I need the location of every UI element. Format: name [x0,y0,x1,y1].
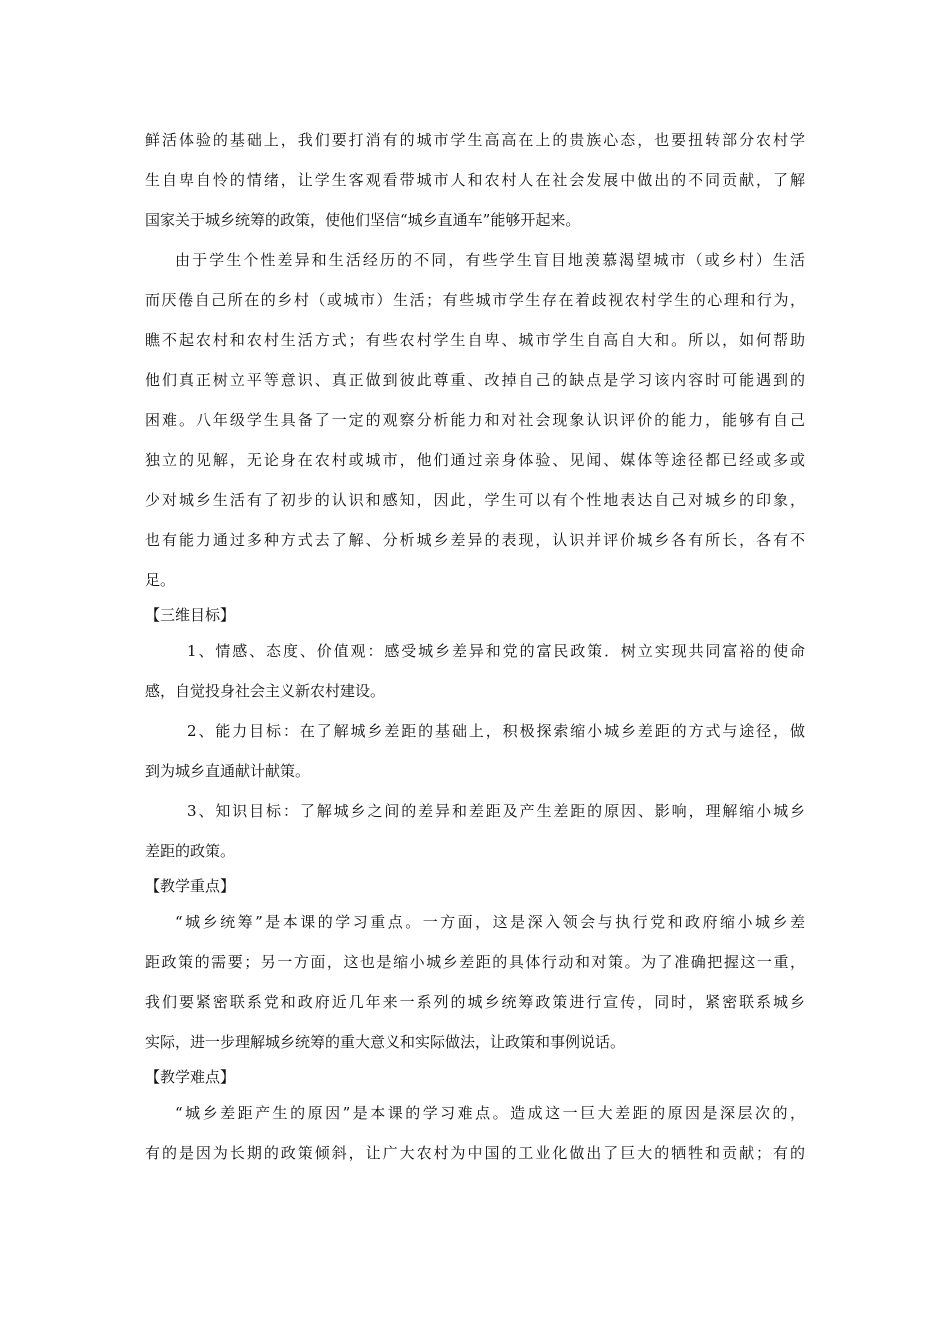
text-line: 困难。八年级学生具备了一定的观察分析能力和对社会现象认识评价的能力，能够有自己 [145,411,805,429]
text-line: 有的是因为长期的政策倾斜，让广大农村为中国的工业化做出了巨大的牺牲和贡献；有的 [145,1144,805,1162]
text-line: 国家关于城乡统筹的政策，使他们坚信“城乡直通车”能够开起来。 [145,211,581,229]
text-line: 瞧不起农村和农村生活方式；有些农村学生自卑、城市学生自高自大和。所以，如何帮助 [145,331,805,349]
text-line: 感，自觉投身社会主义新农村建设。 [145,682,386,700]
goal-item-knowledge: 3、知识目标：了解城乡之间的差异和差距及产生差距的原因、影响，理解缩小城乡 [187,802,805,820]
text-line: 差距的政策。 [145,842,236,860]
goals-section [145,600,805,871]
text-line: 到为城乡直通献计献策。 [145,762,311,780]
section-heading-key-points: 【教学重点】 [145,877,236,895]
text-line: “城乡差距产生的原因”是本课的学习难点。造成这一巨大差距的原因是深层次的， [175,1104,805,1122]
text-line: 少对城乡生活有了初步的认识和感知，因此，学生可以有个性地表达自己对城乡的印象， [145,491,805,509]
key-points-section [145,871,805,1062]
text-line: 足。 [145,571,176,589]
intro-paragraph [145,120,805,240]
text-line: 由于学生个性差异和生活经历的不同，有些学生盲目地羡慕渴望城市（或乡村）生活 [175,251,805,269]
difficulties-section [145,1062,805,1173]
section-heading-goals: 【三维目标】 [145,606,236,624]
text-line: 实际，进一步理解城乡统筹的重大意义和实际做法，让政策和事例说话。 [145,1033,626,1051]
document-body [145,120,805,1173]
text-line: “城乡统筹”是本课的学习重点。一方面，这是深入领会与执行党和政府缩小城乡差 [175,913,805,931]
text-line: 距政策的需要；另一方面，这也是缩小城乡差距的具体行动和对策。为了准确把握这一重， [145,953,805,971]
text-line: 鲜活体验的基础上，我们要打消有的城市学生高高在上的贵族心态，也要扭转部分农村学 [145,131,805,149]
text-line: 我们要紧密联系党和政府近几年来一系列的城乡统筹政策进行宣传，同时，紧密联系城乡 [145,993,805,1011]
text-line: 也有能力通过多种方式去了解、分析城乡差异的表现，认识并评价城乡各有所长，各有不 [145,531,805,549]
text-line: 独立的见解，无论身在农村或城市，他们通过亲身体验、见闻、媒体等途径都已经或多或 [145,451,805,469]
section-heading-difficulties: 【教学难点】 [145,1068,236,1086]
text-line: 而厌倦自己所在的乡村（或城市）生活；有些城市学生存在着歧视农村学生的心理和行为， [145,291,805,309]
text-line: 生自卑自怜的情绪，让学生客观看带城市人和农村人在社会发展中做出的不同贡献，了解 [145,171,805,189]
goal-item-ability: 2、能力目标：在了解城乡差距的基础上，积极探索缩小城乡差距的方式与途径，做 [187,722,805,740]
analysis-paragraph [145,240,805,600]
text-line: 他们真正树立平等意识、真正做到彼此尊重、改掉自己的缺点是学习该内容时可能遇到的 [145,371,805,389]
goal-item-emotion: 1、情感、态度、价值观：感受城乡差异和党的富民政策．树立实现共同富裕的使命 [187,642,805,660]
